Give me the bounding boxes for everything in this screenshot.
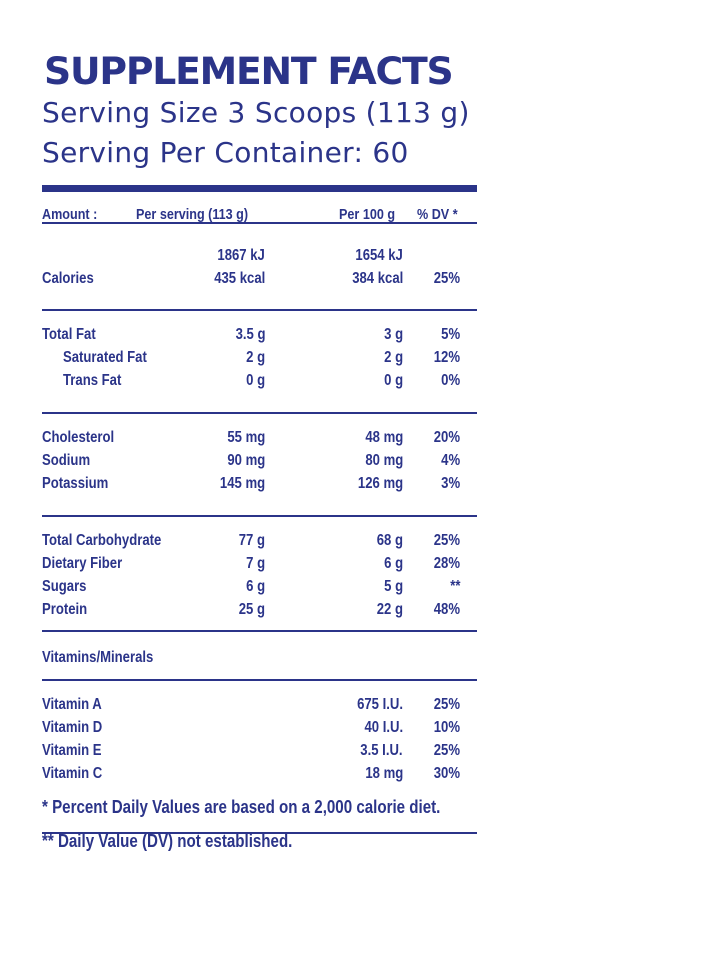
nutrient-dv: 48%	[433, 601, 460, 618]
nutrient-row	[42, 552, 477, 575]
vitamin-per-100g: 3.5 I.U.	[360, 742, 403, 759]
nutrient-name: Sugars	[42, 578, 87, 595]
nutrient-per-100g: 3 g	[384, 326, 403, 343]
header-amount: Amount :	[42, 206, 98, 223]
nutrient-per-100g: 126 mg	[357, 475, 403, 492]
energy-kcal-row	[42, 267, 477, 290]
nutrient-per-serving: 145 mg	[219, 475, 265, 492]
nutrient-per-100g: 2 g	[384, 349, 403, 366]
nutrient-name: Dietary Fiber	[42, 555, 123, 572]
nutrient-dv: 28%	[433, 555, 460, 572]
nutrient-row	[42, 598, 477, 621]
vitamins-heading: Vitamins/Minerals	[42, 649, 154, 666]
nutrient-name: Cholesterol	[42, 429, 115, 446]
nutrient-row	[42, 346, 477, 369]
energy-kj-row	[42, 244, 477, 267]
carbs-group	[42, 517, 477, 624]
nutrient-per-serving: 6 g	[246, 578, 265, 595]
nutrient-dv: 12%	[433, 349, 460, 366]
nutrient-per-100g: 5 g	[384, 578, 403, 595]
vitamin-dv: 10%	[433, 719, 460, 736]
header-dv: % DV *	[417, 206, 458, 223]
nutrient-dv: 5%	[441, 326, 460, 343]
nutrient-per-100g: 0 g	[384, 372, 403, 389]
vitamin-name: Vitamin D	[42, 719, 103, 736]
nutrient-per-100g: 68 g	[376, 532, 403, 549]
energy-group	[42, 224, 477, 297]
vitamin-row	[42, 716, 477, 739]
nutrient-dv: 20%	[433, 429, 460, 446]
nutrient-row	[42, 426, 477, 449]
nutrient-name: Saturated Fat	[63, 349, 147, 366]
vitamins-heading-row	[42, 646, 477, 669]
calories-dv: 25%	[433, 270, 460, 287]
nutrient-per-serving: 0 g	[246, 372, 265, 389]
nutrient-name: Total Fat	[42, 326, 96, 343]
footnote-dv-not-established: ** Daily Value (DV) not established.	[42, 831, 293, 851]
nutrient-per-serving: 77 g	[238, 532, 265, 549]
vitamin-name: Vitamin A	[42, 696, 102, 713]
vitamin-per-100g: 18 mg	[365, 765, 403, 782]
nutrient-row	[42, 529, 477, 552]
nutrient-dv: 3%	[441, 475, 460, 492]
nutrient-name: Total Carbohydrate	[42, 532, 162, 549]
nutrient-per-serving: 2 g	[246, 349, 265, 366]
kj-per-serving: 1867 kJ	[217, 247, 265, 264]
nutrient-row	[42, 369, 477, 392]
minerals-group	[42, 414, 477, 503]
nutrient-per-serving: 3.5 g	[235, 326, 265, 343]
vitamin-dv: 30%	[433, 765, 460, 782]
serving-size: Serving Size 3 Scoops (113 g)	[42, 96, 470, 129]
nutrient-per-serving: 25 g	[238, 601, 265, 618]
facts-table	[42, 185, 477, 834]
nutrient-name: Potassium	[42, 475, 109, 492]
footnote-daily-values: * Percent Daily Values are based on a 2,000 calorie diet.	[42, 797, 441, 817]
nutrient-dv: 4%	[441, 452, 460, 469]
nutrient-dv: 25%	[433, 532, 460, 549]
nutrient-per-serving: 7 g	[246, 555, 265, 572]
nutrient-name: Protein	[42, 601, 88, 618]
nutrient-row	[42, 472, 477, 495]
nutrient-per-serving: 55 mg	[227, 429, 265, 446]
label-title: SUPPLEMENT FACTS	[44, 50, 453, 93]
fats-group	[42, 311, 477, 400]
nutrient-row	[42, 323, 477, 346]
nutrient-dv: **	[449, 578, 460, 595]
nutrient-per-serving: 90 mg	[227, 452, 265, 469]
calories-label: Calories	[42, 270, 94, 287]
nutrient-name: Trans Fat	[63, 372, 122, 389]
nutrient-per-100g: 48 mg	[365, 429, 403, 446]
vitamin-row	[42, 762, 477, 785]
nutrient-row	[42, 575, 477, 598]
nutrient-per-100g: 6 g	[384, 555, 403, 572]
vitamin-per-100g: 40 I.U.	[364, 719, 403, 736]
nutrient-per-100g: 22 g	[376, 601, 403, 618]
kj-per-100g: 1654 kJ	[355, 247, 403, 264]
kcal-per-100g: 384 kcal	[351, 270, 403, 287]
servings-per-container: Serving Per Container: 60	[42, 136, 409, 169]
vitamins-heading-group	[42, 632, 477, 679]
vitamin-dv: 25%	[433, 742, 460, 759]
vitamin-name: Vitamin E	[42, 742, 102, 759]
nutrient-dv: 0%	[441, 372, 460, 389]
kcal-per-serving: 435 kcal	[213, 270, 265, 287]
vitamin-per-100g: 675 I.U.	[357, 696, 403, 713]
top-thick-rule	[42, 185, 477, 192]
vitamin-row	[42, 693, 477, 716]
nutrient-name: Sodium	[42, 452, 91, 469]
header-per-serving: Per serving (113 g)	[136, 206, 249, 223]
vitamin-dv: 25%	[433, 696, 460, 713]
vitamin-row	[42, 739, 477, 762]
vitamin-name: Vitamin C	[42, 765, 103, 782]
nutrient-row	[42, 449, 477, 472]
table-header	[42, 192, 477, 222]
header-per-100g: Per 100 g	[339, 206, 396, 223]
nutrient-per-100g: 80 mg	[365, 452, 403, 469]
